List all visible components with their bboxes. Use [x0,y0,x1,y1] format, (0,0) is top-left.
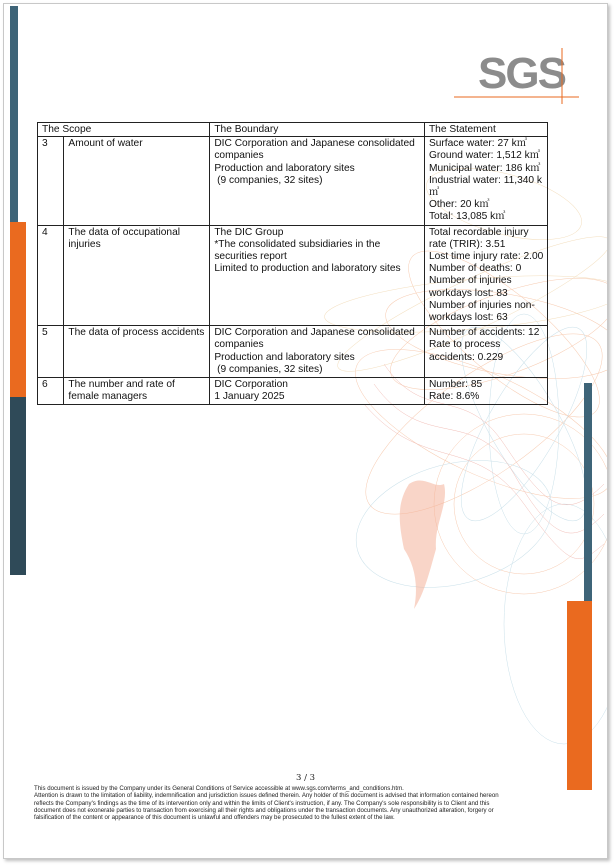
disclaimer-line: document does not exonerate parties to transaction from exercising all their rights and obligations under the transaction documents. Any unauthorized alteration, forgery or [34,806,494,814]
statement-line: Rate: 8.6% [428,391,480,403]
statement-line: Number of injuries workdays lost: 83 [428,275,512,299]
statement-line: Other: 20 k㎥ [428,199,490,211]
boundary-line: (9 companies, 32 sites) [214,363,323,375]
table-row [38,378,548,405]
statement-line: Total recordable injury rate (TRIR): 3.51 [428,226,529,250]
boundary-line: The DIC Group [214,226,284,238]
row-number: 3 [38,137,64,225]
boundary-line: Limited to production and laboratory sites [214,263,401,275]
boundary-line: *The consolidated subsidiaries in the securities report [214,238,381,263]
statement-line: Number of injuries non-workdays lost: 63 [428,299,535,324]
table-row [38,326,548,378]
statement-line: Municipal water: 186 k㎥ [428,162,541,174]
row-number: 6 [38,378,64,405]
disclaimer-line: Attention is drawn to the limitation of liability, indemnification and jurisdiction issues defined therein. Any holder of this document is advised that information contained hereon [34,792,499,800]
left-teal-bar [10,6,18,222]
row-scope: The data of process accidents [64,326,210,378]
row-statement [424,137,547,225]
boundary-line: DIC Corporation and Japanese consolidated companies [214,327,415,351]
header-boundary: The Boundary [210,123,425,137]
statement-table [37,122,548,405]
table-row [38,137,548,225]
table-row [38,225,548,326]
statement-line: Surface water: 27 k㎥ [428,138,527,150]
page-number: 3 / 3 [295,773,316,783]
row-scope: Amount of water [64,137,210,225]
statement-line: ㎥ [428,187,440,199]
sgs-logo [444,44,584,104]
right-teal-bar [584,383,592,601]
header-scope: The Scope [38,123,210,137]
document-page [3,3,608,859]
boundary-line: DIC Corporation [214,379,288,391]
row-number: 4 [38,225,64,326]
row-number: 5 [38,326,64,378]
row-statement [424,225,547,326]
row-scope: The number and rate of female managers [64,378,210,405]
left-orange-bar [10,222,26,397]
row-statement [424,326,547,378]
boundary-line: 1 January 2025 [214,391,285,403]
statement-line: Ground water: 1,512 k㎥ [428,150,540,162]
disclaimer-line: falsification of the content or appearance of this document is unlawful and offenders may be prosecuted to the fullest extent of the law. [34,814,395,822]
boundary-line: DIC Corporation and Japanese consolidated companies [214,138,415,162]
disclaimer-line: This document is issued by the Company under its General Conditions of Service accessible at www.sgs.com/terms_and_conditions.htm. [34,785,404,792]
table-header-row [38,123,548,137]
statement-line: Number of deaths: 0 [428,263,522,275]
sgs-logo-text: SGS [478,49,565,98]
statement-line: Lost time injury rate: 2.00 [428,251,544,263]
legal-disclaimer [34,785,574,821]
boundary-line: Production and laboratory sites [214,351,355,363]
statement-line: Number: 85 [428,379,483,391]
boundary-line: Production and laboratory sites [214,162,355,174]
boundary-line: (9 companies, 32 sites) [214,174,323,186]
statement-line: Number of accidents: 12 [428,327,540,339]
row-scope: The data of occupational injuries [64,225,210,326]
header-statement: The Statement [424,123,547,137]
disclaimer-line: reflects the Company's findings as the time of its intervention only and within the limits of Client's instruction, if any. The Company's sole responsibility is to Client and this [34,799,490,807]
left-dark-bar [10,397,26,575]
row-boundary [210,225,425,326]
row-statement [424,378,547,405]
row-boundary [210,137,425,225]
statement-line: Industrial water: 11,340 k [428,174,543,186]
row-boundary [210,326,425,378]
row-boundary [210,378,425,405]
statement-line: Rate to process accidents: 0.229 [428,339,504,363]
statement-line: Total: 13,085 k㎥ [428,211,506,223]
right-orange-bar [567,601,592,790]
